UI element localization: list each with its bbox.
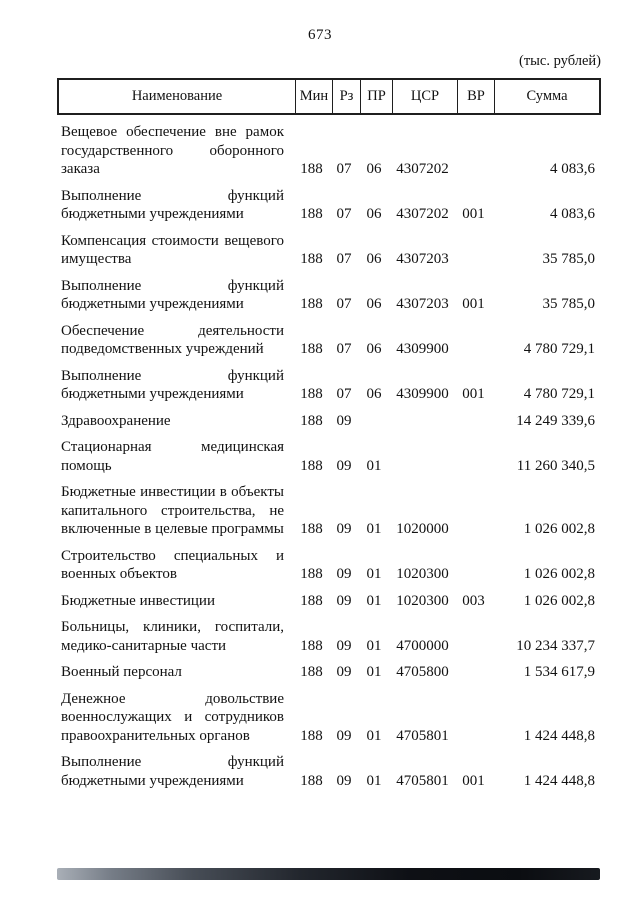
cell-sum: 1 026 002,8 bbox=[523, 566, 595, 582]
cell-name: Стационарная медицинская помощь bbox=[61, 439, 284, 474]
cell-sum: 35 785,0 bbox=[542, 296, 595, 312]
budget-table bbox=[57, 78, 601, 798]
column-header-name: Наименование bbox=[131, 88, 223, 104]
cell-pr: 06 bbox=[366, 251, 382, 267]
column-header-vr: ВР bbox=[457, 80, 494, 113]
cell-min: 188 bbox=[300, 251, 323, 267]
cell-csr: 4705800 bbox=[396, 664, 449, 680]
cell-name: Денежное довольствие военнослужащих и сотрудников правоохранительных органов bbox=[61, 690, 284, 744]
cell-csr: 4307203 bbox=[396, 251, 449, 267]
cell-sum: 14 249 339,6 bbox=[516, 412, 595, 429]
cell-rz: 09 bbox=[336, 772, 352, 789]
cell-min: 188 bbox=[300, 592, 323, 609]
cell-name: Здравоохранение bbox=[61, 412, 171, 429]
cell-name: Бюджетные инвестиции bbox=[61, 592, 215, 609]
cell-sum: 1 026 002,8 bbox=[523, 592, 595, 609]
cell-sum: 10 234 337,7 bbox=[516, 637, 595, 654]
cell-sum: 1 424 448,8 bbox=[523, 772, 595, 789]
cell-min: 188 bbox=[300, 637, 323, 654]
cell-pr: 01 bbox=[366, 592, 382, 609]
cell-vr: 003 bbox=[462, 592, 485, 609]
cell-csr: 1020300 bbox=[396, 592, 449, 609]
cell-name: Военный персонал bbox=[61, 664, 182, 680]
cell-rz: 07 bbox=[336, 386, 352, 402]
cell-min: 188 bbox=[300, 161, 323, 177]
table-row bbox=[57, 592, 601, 611]
cell-min: 188 bbox=[300, 296, 323, 312]
cell-rz: 09 bbox=[336, 566, 352, 582]
cell-csr: 4307202 bbox=[396, 161, 449, 177]
page-number: 673 bbox=[308, 27, 332, 43]
cell-pr: 01 bbox=[366, 772, 382, 789]
table-row bbox=[57, 232, 601, 269]
column-header-sum: Сумма bbox=[494, 80, 599, 113]
cell-rz: 09 bbox=[336, 521, 352, 537]
table-row bbox=[57, 618, 601, 655]
cell-sum: 4 780 729,1 bbox=[523, 386, 595, 402]
cell-pr: 06 bbox=[366, 341, 382, 357]
table-row bbox=[57, 753, 601, 790]
cell-sum: 11 260 340,5 bbox=[516, 457, 595, 474]
cell-pr: 01 bbox=[366, 664, 382, 680]
cell-pr: 01 bbox=[366, 637, 382, 654]
cell-csr: 4705801 bbox=[396, 727, 449, 744]
column-header-rz: Рз bbox=[332, 80, 360, 113]
cell-name: Бюджетные инвестиции в объекты капитального строительства, не включенные в целевые программы bbox=[61, 484, 284, 537]
cell-name: Выполнение функций бюджетными учреждениями bbox=[61, 187, 284, 222]
cell-name: Больницы, клиники, госпитали, медико-санитарные части bbox=[61, 619, 284, 654]
column-header-csr: ЦСР bbox=[392, 80, 457, 113]
cell-min: 188 bbox=[300, 664, 323, 680]
cell-name: Строительство специальных и военных объектов bbox=[61, 547, 284, 582]
table-row bbox=[57, 367, 601, 404]
cell-sum: 1 026 002,8 bbox=[523, 521, 595, 537]
table-row bbox=[57, 412, 601, 431]
cell-min: 188 bbox=[300, 341, 323, 357]
cell-vr: 001 bbox=[462, 206, 485, 222]
table-row bbox=[57, 322, 601, 359]
cell-rz: 07 bbox=[336, 206, 352, 222]
cell-rz: 07 bbox=[336, 251, 352, 267]
table-row bbox=[57, 123, 601, 179]
cell-rz: 09 bbox=[336, 637, 352, 654]
cell-vr: 001 bbox=[462, 296, 485, 312]
column-header-pr: ПР bbox=[360, 80, 392, 113]
cell-name: Выполнение функций бюджетными учреждениями bbox=[61, 277, 284, 312]
cell-min: 188 bbox=[300, 457, 323, 474]
table-row bbox=[57, 277, 601, 314]
cell-sum: 1 424 448,8 bbox=[523, 727, 595, 744]
cell-rz: 09 bbox=[336, 664, 352, 680]
cell-csr: 4307202 bbox=[396, 206, 449, 222]
cell-csr: 4705801 bbox=[396, 772, 449, 789]
cell-pr: 01 bbox=[366, 566, 382, 582]
units-note: (тыс. рублей) bbox=[519, 53, 601, 69]
cell-min: 188 bbox=[300, 386, 323, 402]
cell-pr: 06 bbox=[366, 386, 382, 402]
table-body bbox=[57, 123, 601, 790]
cell-min: 188 bbox=[300, 206, 323, 222]
cell-pr: 06 bbox=[366, 206, 382, 222]
cell-name: Компенсация стоимости вещевого имущества bbox=[61, 232, 284, 267]
cell-name: Выполнение функций бюджетными учреждениями bbox=[61, 754, 284, 789]
cell-pr: 01 bbox=[366, 521, 382, 537]
cell-sum: 35 785,0 bbox=[542, 251, 595, 267]
table-header-row bbox=[57, 78, 601, 115]
cell-name: Вещевое обеспечение вне рамок государственного оборонного заказа bbox=[61, 124, 284, 177]
cell-min: 188 bbox=[300, 521, 323, 537]
cell-min: 188 bbox=[300, 772, 323, 789]
cell-vr: 001 bbox=[462, 772, 485, 789]
cell-min: 188 bbox=[300, 412, 323, 429]
cell-sum: 4 083,6 bbox=[550, 206, 595, 222]
cell-sum: 4 083,6 bbox=[550, 161, 595, 177]
cell-rz: 09 bbox=[336, 412, 352, 429]
cell-csr: 1020000 bbox=[396, 521, 449, 537]
cell-csr: 4309900 bbox=[396, 386, 449, 402]
cell-min: 188 bbox=[300, 727, 323, 744]
table-row bbox=[57, 690, 601, 746]
cell-csr: 1020300 bbox=[396, 566, 449, 582]
cell-csr: 4700000 bbox=[396, 637, 449, 654]
column-header-min: Мин bbox=[295, 80, 332, 113]
cell-vr: 001 bbox=[462, 386, 485, 402]
cell-rz: 09 bbox=[336, 457, 352, 474]
cell-csr: 4307203 bbox=[396, 296, 449, 312]
table-row bbox=[57, 483, 601, 539]
cell-rz: 09 bbox=[336, 592, 352, 609]
cell-rz: 07 bbox=[336, 161, 352, 177]
cell-pr: 01 bbox=[366, 727, 382, 744]
cell-pr: 06 bbox=[366, 161, 382, 177]
cell-rz: 09 bbox=[336, 727, 352, 744]
table-row bbox=[57, 663, 601, 682]
cell-min: 188 bbox=[300, 566, 323, 582]
table-row bbox=[57, 438, 601, 475]
cell-rz: 07 bbox=[336, 341, 352, 357]
cell-name: Обеспечение деятельности подведомственных учреждений bbox=[61, 322, 284, 357]
cell-name: Выполнение функций бюджетными учреждениями bbox=[61, 367, 284, 402]
cell-rz: 07 bbox=[336, 296, 352, 312]
table-row bbox=[57, 547, 601, 584]
cell-pr: 01 bbox=[366, 457, 382, 474]
cell-sum: 4 780 729,1 bbox=[523, 341, 595, 357]
table-row bbox=[57, 187, 601, 224]
cell-csr: 4309900 bbox=[396, 341, 449, 357]
cell-pr: 06 bbox=[366, 296, 382, 312]
cell-sum: 1 534 617,9 bbox=[523, 664, 595, 680]
scan-artifact-bar bbox=[57, 868, 600, 880]
